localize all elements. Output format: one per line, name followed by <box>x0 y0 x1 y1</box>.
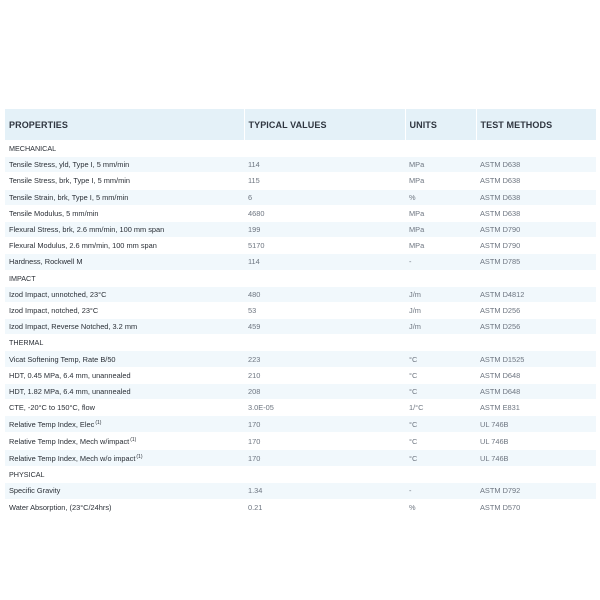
section-title: THERMAL <box>5 335 596 351</box>
property-name: Relative Temp Index, Mech w/impact <box>9 437 130 447</box>
property-name: Hardness, Rockwell M <box>9 257 83 267</box>
footnote-marker: (1) <box>136 454 143 461</box>
unit-cell: MPa <box>405 157 476 173</box>
unit-cell: MPa <box>405 238 476 254</box>
property-cell <box>5 400 244 416</box>
table-row <box>5 319 596 335</box>
method-cell: ASTM D638 <box>476 173 596 189</box>
property-cell <box>5 433 244 450</box>
value-cell: 114 <box>244 157 405 173</box>
table-row <box>5 483 596 499</box>
property-name: CTE, -20°C to 150°C, flow <box>9 403 96 413</box>
property-name: Specific Gravity <box>9 486 61 496</box>
method-cell: ASTM D256 <box>476 302 596 318</box>
property-name: Tensile Strain, brk, Type I, 5 mm/min <box>9 192 129 202</box>
property-cell <box>5 286 244 302</box>
value-cell: 199 <box>244 221 405 237</box>
header-test-methods: TEST METHODS <box>476 109 596 141</box>
value-cell: 170 <box>244 416 405 433</box>
value-cell: 170 <box>244 433 405 450</box>
method-cell: UL 746B <box>476 433 596 450</box>
property-name: Izod Impact, unnotched, 23°C <box>9 289 107 299</box>
property-cell <box>5 499 244 515</box>
header-typical-values: TYPICAL VALUES <box>244 109 405 141</box>
method-cell: ASTM D638 <box>476 157 596 173</box>
method-cell: ASTM D1525 <box>476 351 596 367</box>
method-cell: UL 746B <box>476 450 596 467</box>
property-cell <box>5 483 244 499</box>
value-cell: 1.34 <box>244 483 405 499</box>
method-cell: ASTM D570 <box>476 499 596 515</box>
table-row <box>5 221 596 237</box>
value-cell: 0.21 <box>244 499 405 515</box>
property-name: Izod Impact, notched, 23°C <box>9 305 99 315</box>
header-units: UNITS <box>405 109 476 141</box>
property-cell <box>5 254 244 270</box>
table-row <box>5 189 596 205</box>
value-cell: 223 <box>244 351 405 367</box>
method-cell: ASTM D638 <box>476 189 596 205</box>
section-row-impact <box>5 270 596 286</box>
unit-cell: °C <box>405 416 476 433</box>
table-row <box>5 416 596 433</box>
table-body <box>5 141 596 515</box>
property-cell <box>5 416 244 433</box>
table-row <box>5 383 596 399</box>
section-title: MECHANICAL <box>5 141 596 157</box>
unit-cell: J/m <box>405 286 476 302</box>
footnote-marker: (1) <box>130 437 137 444</box>
property-name: Izod Impact, Reverse Notched, 3.2 mm <box>9 322 138 332</box>
property-cell <box>5 351 244 367</box>
table-row <box>5 254 596 270</box>
property-name: Tensile Modulus, 5 mm/min <box>9 208 99 218</box>
property-name: Relative Temp Index, Elec <box>9 420 95 430</box>
property-name: Water Absorption, (23°C/24hrs) <box>9 502 112 512</box>
method-cell: ASTM D638 <box>476 205 596 221</box>
property-name: Relative Temp Index, Mech w/o impact <box>9 454 136 464</box>
properties-table-container <box>5 109 596 515</box>
properties-table <box>5 109 596 515</box>
property-cell <box>5 173 244 189</box>
method-cell: ASTM D256 <box>476 319 596 335</box>
table-row <box>5 173 596 189</box>
unit-cell: - <box>405 483 476 499</box>
method-cell: ASTM D790 <box>476 221 596 237</box>
property-cell <box>5 205 244 221</box>
value-cell: 5170 <box>244 238 405 254</box>
property-cell <box>5 302 244 318</box>
value-cell: 170 <box>244 450 405 467</box>
method-cell: ASTM D4812 <box>476 286 596 302</box>
table-row <box>5 433 596 450</box>
property-name: Tensile Stress, brk, Type I, 5 mm/min <box>9 176 131 186</box>
property-cell <box>5 319 244 335</box>
property-cell <box>5 383 244 399</box>
value-cell: 3.0E-05 <box>244 400 405 416</box>
unit-cell: J/m <box>405 302 476 318</box>
unit-cell: 1/°C <box>405 400 476 416</box>
section-row-physical <box>5 467 596 483</box>
section-title: PHYSICAL <box>5 467 596 483</box>
unit-cell: MPa <box>405 173 476 189</box>
unit-cell: °C <box>405 383 476 399</box>
unit-cell: MPa <box>405 205 476 221</box>
property-cell <box>5 157 244 173</box>
value-cell: 4680 <box>244 205 405 221</box>
table-row <box>5 499 596 515</box>
property-name: Flexural Modulus, 2.6 mm/min, 100 mm span <box>9 241 157 251</box>
method-cell: ASTM D785 <box>476 254 596 270</box>
section-row-mechanical <box>5 141 596 157</box>
unit-cell: °C <box>405 367 476 383</box>
value-cell: 53 <box>244 302 405 318</box>
section-title: IMPACT <box>5 270 596 286</box>
property-name: Tensile Stress, yld, Type I, 5 mm/min <box>9 160 130 170</box>
property-cell <box>5 367 244 383</box>
unit-cell: MPa <box>405 221 476 237</box>
value-cell: 459 <box>244 319 405 335</box>
table-row <box>5 286 596 302</box>
method-cell: UL 746B <box>476 416 596 433</box>
property-cell <box>5 221 244 237</box>
method-cell: ASTM D790 <box>476 238 596 254</box>
unit-cell: °C <box>405 433 476 450</box>
property-cell <box>5 238 244 254</box>
table-row <box>5 400 596 416</box>
table-row <box>5 157 596 173</box>
method-cell: ASTM E831 <box>476 400 596 416</box>
unit-cell: % <box>405 189 476 205</box>
unit-cell: J/m <box>405 319 476 335</box>
value-cell: 114 <box>244 254 405 270</box>
unit-cell: % <box>405 499 476 515</box>
header-properties: PROPERTIES <box>5 109 244 141</box>
property-cell <box>5 189 244 205</box>
value-cell: 6 <box>244 189 405 205</box>
property-cell <box>5 450 244 467</box>
value-cell: 480 <box>244 286 405 302</box>
table-row <box>5 367 596 383</box>
unit-cell: - <box>405 254 476 270</box>
method-cell: ASTM D648 <box>476 367 596 383</box>
value-cell: 210 <box>244 367 405 383</box>
property-name: Flexural Stress, brk, 2.6 mm/min, 100 mm span <box>9 225 165 235</box>
table-row <box>5 238 596 254</box>
table-header-row <box>5 109 596 141</box>
property-name: HDT, 0.45 MPa, 6.4 mm, unannealed <box>9 370 131 380</box>
value-cell: 208 <box>244 383 405 399</box>
value-cell: 115 <box>244 173 405 189</box>
unit-cell: °C <box>405 351 476 367</box>
footnote-marker: (1) <box>95 420 102 427</box>
table-row <box>5 205 596 221</box>
property-name: Vicat Softening Temp, Rate B/50 <box>9 354 116 364</box>
table-row <box>5 450 596 467</box>
section-row-thermal <box>5 335 596 351</box>
unit-cell: °C <box>405 450 476 467</box>
table-row <box>5 302 596 318</box>
method-cell: ASTM D792 <box>476 483 596 499</box>
property-name: HDT, 1.82 MPa, 6.4 mm, unannealed <box>9 386 131 396</box>
method-cell: ASTM D648 <box>476 383 596 399</box>
table-row <box>5 351 596 367</box>
